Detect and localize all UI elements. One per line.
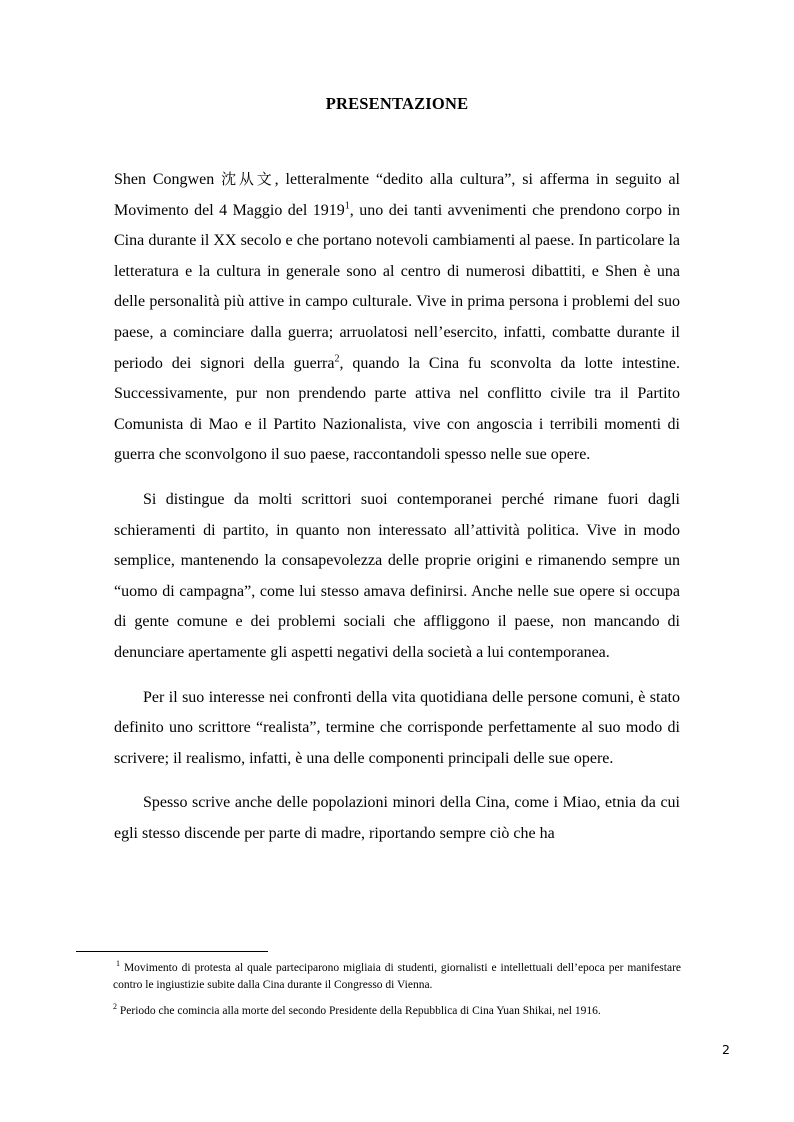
footnote-ref-1[interactable]: 1 <box>344 200 350 212</box>
footnote-ref-2[interactable]: 2 <box>334 353 340 365</box>
paragraph-1-part-a: Shen Congwen <box>114 171 222 188</box>
paragraph-1 <box>114 164 680 471</box>
paragraph-3: Per il suo interesse nei confronti della vita quotidiana delle persone comuni, è stato definito uno scrittore “realista”, termine che corrisponde perfettamente al suo modo di scrivere; il realismo, infatti, è una delle componenti principali delle sue opere. <box>114 688 680 767</box>
footnote-2 <box>113 1003 681 1020</box>
paragraph-1-part-d: , quando la Cina fu sconvolta da lotte intestine. Successivamente, pur non prendendo parte attiva nel conflitto civile tra il Partito Comunista di Mao e il Partito Nazionalista, vive con angoscia i terribili momenti di guerra che sconvolgono il suo paese, raccontandoli spesso nelle sue opere. <box>114 354 681 464</box>
page-number: 2 <box>722 1042 730 1057</box>
chinese-name: 沈从文 <box>221 170 275 188</box>
footnote-separator <box>76 951 268 952</box>
footnote-1-text: Movimento di protesta al quale parteciparono migliaia di studenti, giornalisti e intellettuali dell’epoca per manifestare contro le ingiustizie subite dalla Cina durante il Congresso di Vienna. <box>113 962 681 991</box>
footnote-2-text: Periodo che comincia alla morte del secondo Presidente della Repubblica di Cina Yuan Shikai, nel 1916. <box>117 1005 601 1017</box>
footnote-1 <box>113 960 681 993</box>
paragraph-2: Si distingue da molti scrittori suoi contemporanei perché rimane fuori dagli schieramenti di partito, in quanto non interessato all’attività politica. Vive in modo semplice, mantenendo la consapevolezza delle proprie origini e rimanendo sempre un “uomo di campagna”, come lui stesso amava definirsi. Anche nelle sue opere si occupa di gente comune e dei problemi sociali che affliggono il paese, non mancando di denunciare apertamente gli aspetti negativi della società a lui contemporanea. <box>114 490 680 661</box>
body-text <box>114 164 680 849</box>
footnotes <box>113 960 681 1020</box>
page-title: PRESENTAZIONE <box>325 94 469 113</box>
paragraph-1-part-c: , uno dei tanti avvenimenti che prendono corpo in Cina durante il XX secolo e che portano notevoli cambiamenti al paese. In particolare la letteratura e la cultura in generale sono al centro di numerosi dibattiti, e Shen è una delle personalità più attive in campo culturale. Vive in prima persona i problemi del suo paese, a cominciare dalla guerra; arruolatosi nell’esercito, infatti, combatte durante il periodo dei signori della guerra <box>114 201 680 372</box>
footnote-1-mark: 1 <box>116 959 120 969</box>
footnote-2-mark: 2 <box>113 1002 117 1012</box>
paragraph-4: Spesso scrive anche delle popolazioni minori della Cina, come i Miao, etnia da cui egli stesso discende per parte di madre, riportando sempre ciò che ha <box>114 794 680 842</box>
paragraph-1-part-b: , letteralmente “dedito alla cultura”, si afferma in seguito al Movimento del 4 Maggio del 1919 <box>114 171 681 219</box>
